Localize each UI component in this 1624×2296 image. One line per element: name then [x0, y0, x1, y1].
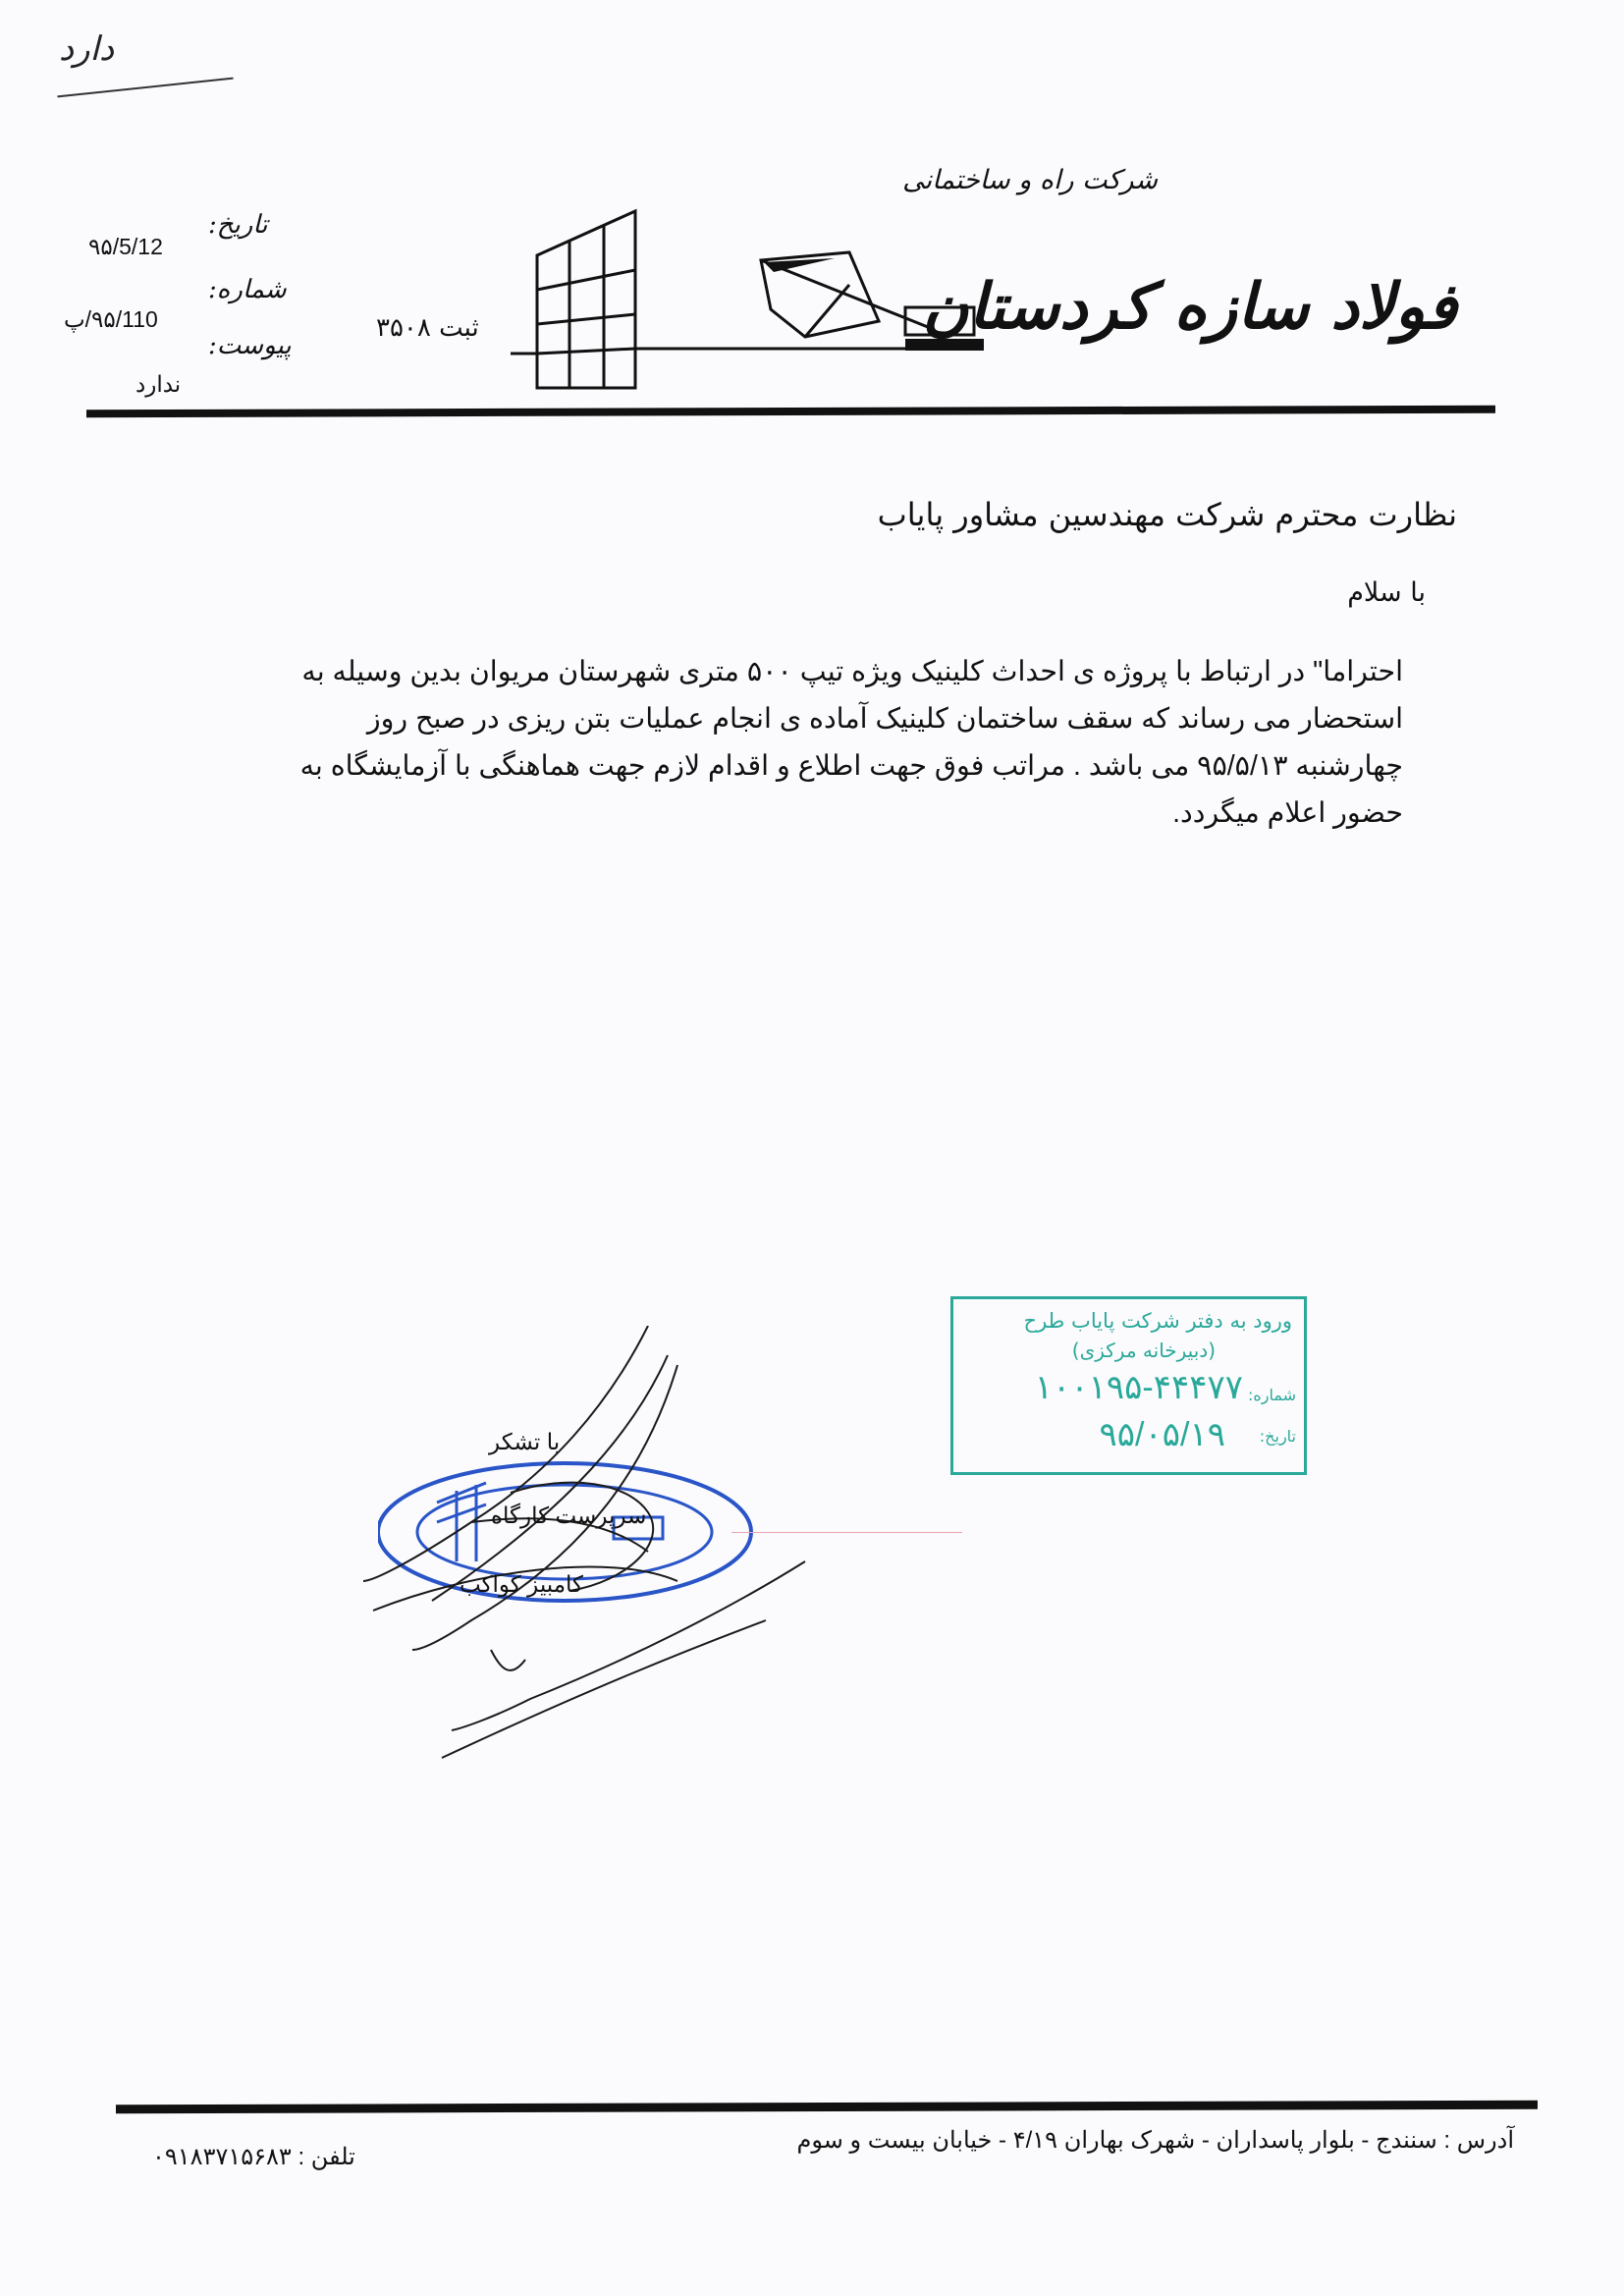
company-name: فولاد سازه کردستان	[922, 270, 1457, 344]
letter-body-line: حضور اعلام میگردد.	[1172, 797, 1403, 829]
stamp-date-value: ۹۵/۰۵/۱۹	[1099, 1416, 1225, 1453]
stamp-number-value: ۱۰۰۱۹۵-۴۴۴۷۷	[1034, 1369, 1243, 1406]
letter-body-line: احتراما" در ارتباط با پروژه ی احداث کلینیک ویژه تیپ ۵۰۰ متری شهرستان مریوان بدین وسیله به	[301, 656, 1403, 687]
date-value: ۹۵/5/12	[88, 234, 163, 259]
registration-number: ثبت ۳۵۰۸	[376, 313, 479, 343]
handwritten-underline	[57, 78, 233, 98]
date-label: تاریخ:	[208, 210, 268, 240]
letter-body-line: چهارشنبه ۹۵/۵/۱۳ می باشد . مراتب فوق جهت اطلاع و اقدام لازم جهت هماهنگی با آزمایشگاه به	[299, 750, 1403, 782]
stamp-date-label: تاریخ:	[1259, 1427, 1296, 1446]
receipt-stamp	[950, 1296, 1307, 1475]
header-divider	[86, 406, 1495, 418]
company-subtitle: شرکت راه و ساختمانی	[902, 165, 1158, 195]
handwritten-signature	[353, 1326, 825, 1777]
signature-name: کامبیز کواکب	[460, 1571, 583, 1597]
number-label: شماره:	[208, 275, 287, 304]
signature-title: سرپرست کارگاه	[491, 1503, 647, 1528]
salutation: با سلام	[1347, 577, 1426, 608]
attachment-value: ندارد	[135, 371, 182, 397]
margin-mark	[731, 1532, 962, 1533]
letter-body	[200, 648, 1403, 837]
letter-body-line: استحضار می رساند که سقف ساختمان کلینیک آماده ی انجام عملیات بتن ریزی در صبح روز	[366, 703, 1403, 735]
logo-building	[537, 211, 635, 388]
footer-address: آدرس : سنندج - بلوار پاسداران - شهرک بهاران ۴/۱۹ - خیابان بیست و سوم	[796, 2127, 1514, 2154]
stamp-line1: ورود به دفتر شرکت پایاب طرح	[1023, 1309, 1292, 1333]
recipient: نظارت محترم شرکت مهندسین مشاور پایاب	[877, 496, 1457, 533]
stamp-line2: (دبیرخانه مرکزی)	[1071, 1339, 1216, 1362]
signature-closing: با تشکر	[489, 1429, 561, 1454]
attachment-label: پیوست:	[208, 331, 292, 360]
number-value: ۹۵/110/پ	[64, 306, 158, 332]
handwritten-note: دارد	[59, 29, 115, 69]
stamp-number-label: شماره:	[1247, 1386, 1296, 1404]
company-logo	[511, 201, 992, 398]
footer-divider	[116, 2101, 1538, 2114]
footer-phone: تلفن : ۰۹۱۸۳۷۱۵۶۸۳	[152, 2144, 355, 2170]
